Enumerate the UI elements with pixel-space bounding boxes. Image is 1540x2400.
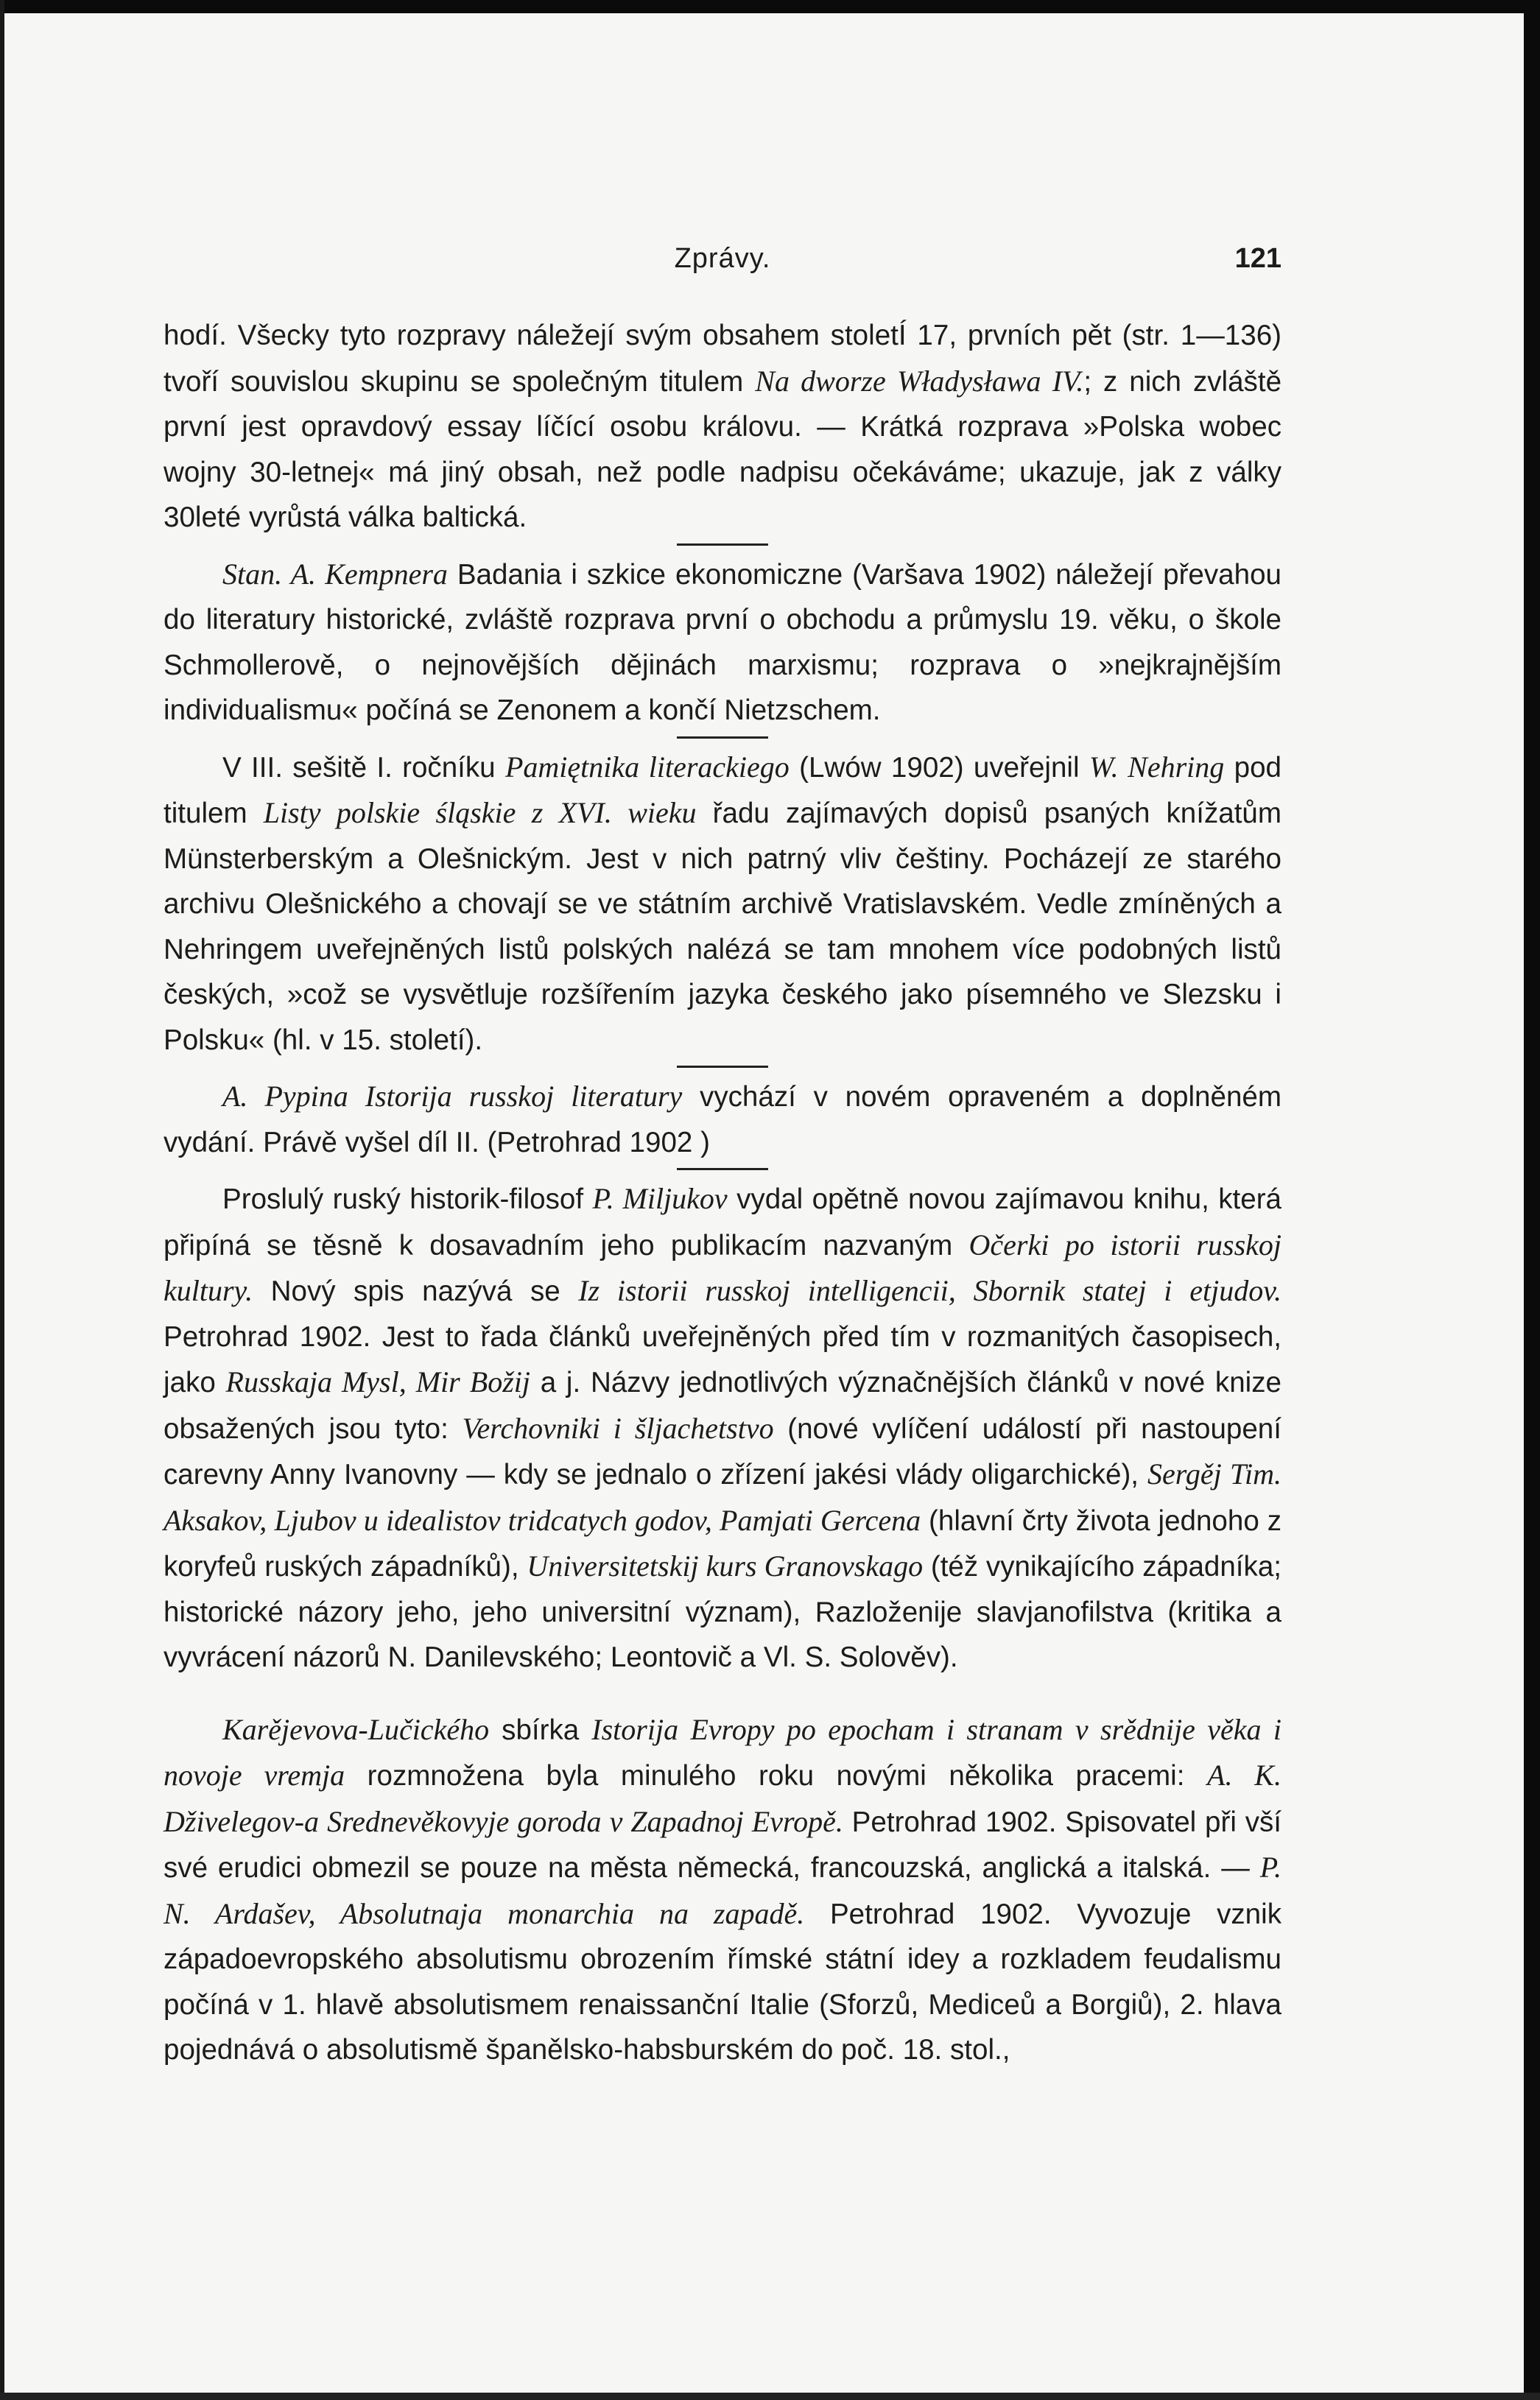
paragraph-1: hodí. Všecky tyto rozpravy náležejí svým obsahem stoletÍ 17, prvních pět (str. 1—136) tvoří souvislou skupinu se společným titulem Na dworze Władysława IV.; z nich zvláště první jest opravdový essay líčící osobu královu. — Krátká rozprava »Polska wobec wojny 30-letnej« má jiný obsah, než podle nadpisu očekáváme; ukazuje, jak z války 30leté vyrůstá válka baltická. (164, 320, 1282, 533)
section-divider (677, 543, 768, 546)
page-number: 121 (1234, 243, 1281, 274)
paragraph-2: Stan. A. Kempnera Badania i szkice ekonomiczne (Varšava 1902) náležejí převahou do literatury historické, zvláště rozprava první o obchodu a průmyslu 19. věku, o škole Schmollerově, o nejnovějších dějinách marxismu; rozprava o »nejkrajnějším individualismu« počíná se Zenonem a končí Nietzschem. (164, 557, 1281, 726)
page-header (164, 243, 1281, 287)
scan-border-bottom (0, 2393, 1540, 2400)
section-divider (677, 1066, 768, 1068)
scan-border-top (0, 0, 1540, 13)
paragraph-3: V III. sešitě I. ročníku Pamiętnika literackiego (Lwów 1902) uveřejnil W. Nehring pod titulem Listy polskie śląskie z XVI. wieku řadu zajímavých dopisů psaných knížatům Münsterberským a Olešnickým. Jest v nich patrný vliv češtiny. Pocházejí ze starého archivu Olešnického a chovají se ve státním archivě Vratislavském. Vedle zmíněných a Nehringem uveřejněných listů polských nalézá se tam mnohem více podobných listů českých, »což se vysvětluje rozšířením jazyka českého jako písemného ve Slezsku i Polsku« (hl. v 15. století). (164, 750, 1282, 1056)
paragraph-4: A. Pypina Istorija russkoj literatury vychází v novém opraveném a doplněném vydání. Právě vyšel díl II. (Petrohrad 1902 ) (164, 1080, 1282, 1158)
page-body (164, 313, 1281, 2073)
paragraph-5: Proslulý ruský historik-filosof P. Miljukov vydal opětně novou zajímavou knihu, která připíná se těsně k dosavadním jeho publikacím nazvaným Očerki po istorii russkoj kultury. Nový spis nazývá se Iz istorii russkoj intelligencii, Sbornik statej i etjudov. Petrohrad 1902. Jest to řada článků uveřejněných před tím v rozmanitých časopisech, jako Russkaja Mysl, Mir Božij a j. Názvy jednotlivých význačnějších článků v nové knize obsažených jsou tyto: Verchovniki i šljachetstvo (nové vylíčení událostí při nastoupení carevny Anny Ivanovny — kdy se jednalo o zřízení jakési vlády oligarchické), Sergěj Tim. Aksakov, Ljubov u idealistov tridcatych godov, Pamjati Gercena (hlavní črty života jednoho z koryfeů ruských západníků), Universitetskij kurs Granovskago (též vynikajícího západníka; historické názory jeho, jeho universitní význam), Razloženije slavjanofilstva (kritika a vyvrácení názorů N. Danilevského; Leontovič a Vl. S. Solověv). (164, 1182, 1282, 1673)
scan-border-left (0, 0, 4, 2400)
section-divider (677, 1168, 768, 1170)
section-divider (677, 736, 768, 739)
paragraph-gap (164, 1681, 1281, 1707)
running-title: Zprávy. (674, 243, 771, 274)
paragraph-6: Karějevova-Lučického sbírka Istorija Evropy po epocham i stranam v srědnije věka i novoje vremja rozmnožena byla minulého roku novými několika pracemi: A. K. Dživelegov-a Srednevěkovyje goroda v Zapadnoj Evropě. Petrohrad 1902. Spisovatel při vší své erudici obmezil se pouze na města německá, francouzská, anglická a italská. — P. N. Ardašev, Absolutnaja monarchia na zapadě. Petrohrad 1902. Vyvozuje vznik západoevropského absolutismu obrozením římské státní idey a rozkladem feudalismu počíná v 1. hlavě absolutismem renaissanční Italie (Sforzů, Mediceů a Borgiů), 2. hlava pojednává o absolutismě španělsko-habsburském do poč. 18. stol., (164, 1712, 1281, 2066)
scan-border-right (1524, 0, 1540, 2400)
